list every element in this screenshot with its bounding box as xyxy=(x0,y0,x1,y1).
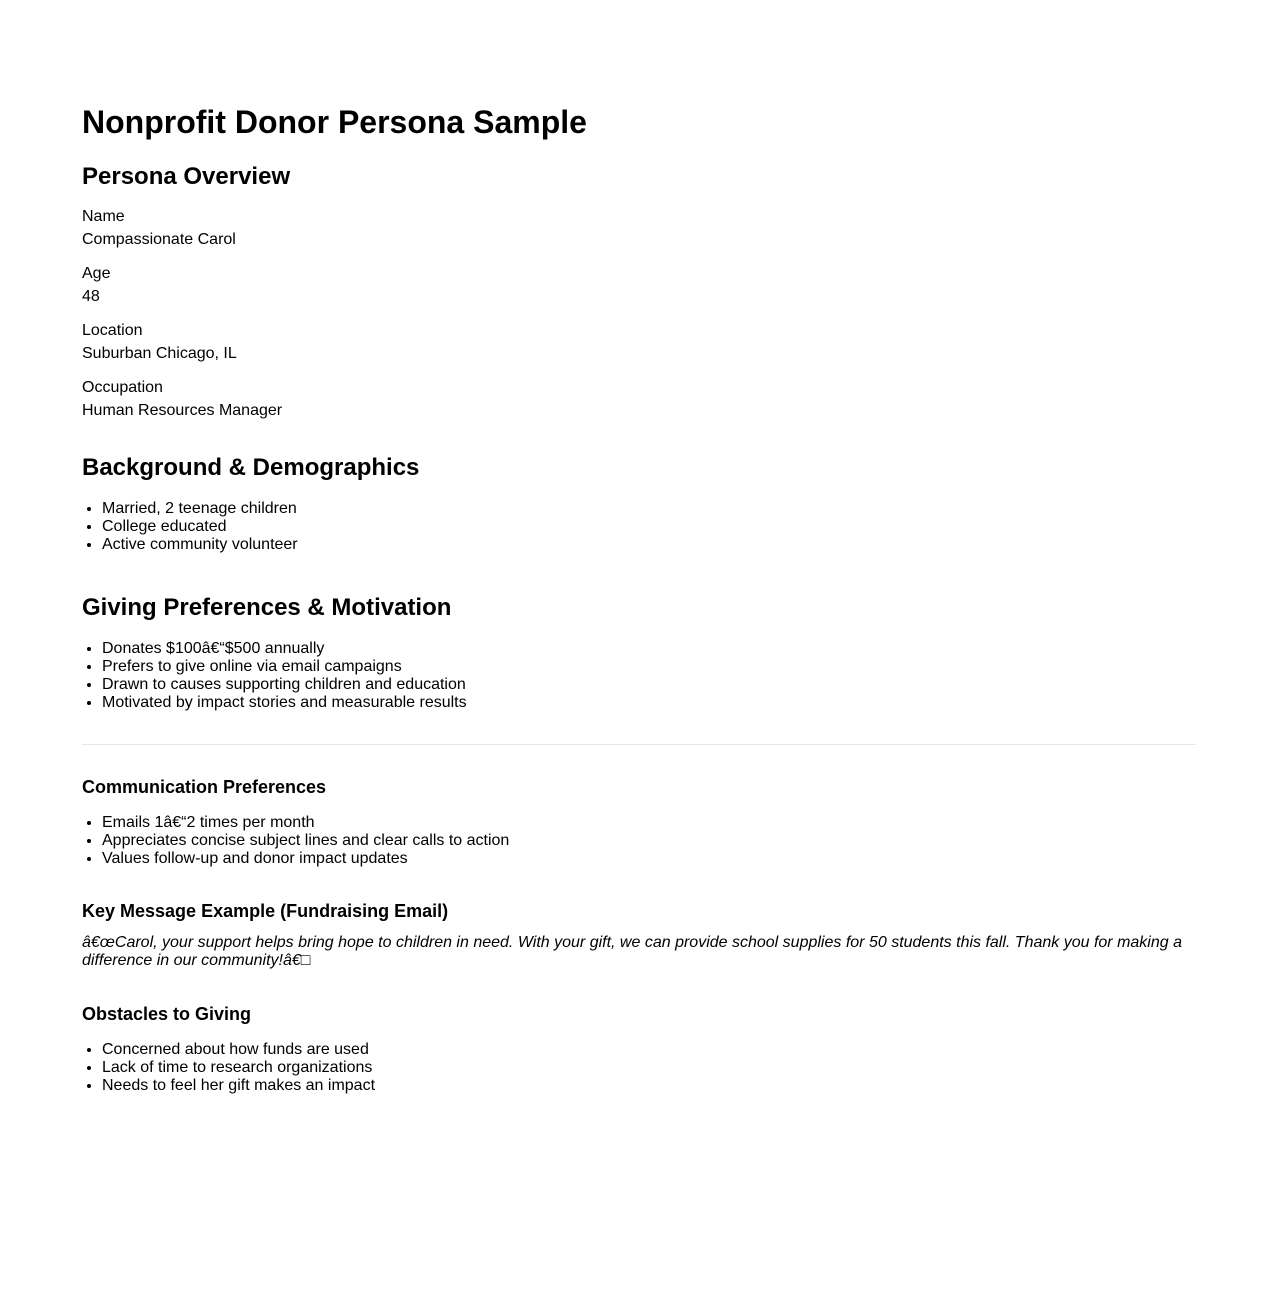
persona-overview-section xyxy=(82,163,1196,422)
field-value: Suburban Chicago, IL xyxy=(82,345,237,362)
field-label: Location xyxy=(82,322,143,339)
page-title: Nonprofit Donor Persona Sample xyxy=(82,104,587,140)
background-section xyxy=(82,454,1196,554)
list-item: • Donates $100â€“$500 annually xyxy=(102,640,1196,658)
field-location xyxy=(82,319,1196,365)
section-heading-giving: Giving Preferences & Motivation xyxy=(82,594,452,621)
list-item: • Lack of time to research organizations xyxy=(102,1059,1196,1077)
section-heading-communication: Communication Preferences xyxy=(82,777,327,797)
section-heading-background: Background & Demographics xyxy=(82,454,420,481)
section-divider xyxy=(82,744,1196,745)
list-item: • Prefers to give online via email campaigns xyxy=(102,658,1196,676)
list-item: • Emails 1â€“2 times per month xyxy=(102,814,1196,832)
list-item: • Motivated by impact stories and measurable results xyxy=(102,694,1196,712)
list-item: • Concerned about how funds are used xyxy=(102,1041,1196,1059)
list-item: • Appreciates concise subject lines and clear calls to action xyxy=(102,832,1196,850)
field-value: Human Resources Manager xyxy=(82,402,283,419)
section-heading-overview: Persona Overview xyxy=(82,163,291,190)
list-item: • Married, 2 teenage children xyxy=(102,500,1196,518)
list-item: • Active community volunteer xyxy=(102,536,1196,554)
obstacles-list xyxy=(82,1041,1196,1095)
background-list xyxy=(82,500,1196,554)
field-value: 48 xyxy=(82,288,100,305)
communication-section xyxy=(82,777,1196,868)
field-label: Age xyxy=(82,265,111,282)
section-heading-obstacles: Obstacles to Giving xyxy=(82,1004,252,1024)
section-heading-key-message: Key Message Example (Fundraising Email) xyxy=(82,901,449,921)
field-age xyxy=(82,262,1196,308)
key-message-section xyxy=(82,901,1196,970)
field-name xyxy=(82,205,1196,251)
list-item: • Needs to feel her gift makes an impact xyxy=(102,1077,1196,1095)
list-item: • Values follow-up and donor impact updates xyxy=(102,850,1196,868)
overview-fields xyxy=(82,205,1196,422)
field-occupation xyxy=(82,376,1196,422)
field-label: Occupation xyxy=(82,379,163,396)
list-item: • Drawn to causes supporting children and education xyxy=(102,676,1196,694)
field-value: Compassionate Carol xyxy=(82,231,236,248)
list-item: • College educated xyxy=(102,518,1196,536)
giving-section xyxy=(82,594,1196,712)
obstacles-section xyxy=(82,1004,1196,1095)
key-message-quote: â€œCarol, your support helps bring hope to children in need. With your gift, we can provide school supplies for 50 students this fall. Thank you for making a difference in our community!â€□ xyxy=(82,934,1182,969)
giving-list xyxy=(82,640,1196,712)
field-label: Name xyxy=(82,208,125,225)
communication-list xyxy=(82,814,1196,868)
